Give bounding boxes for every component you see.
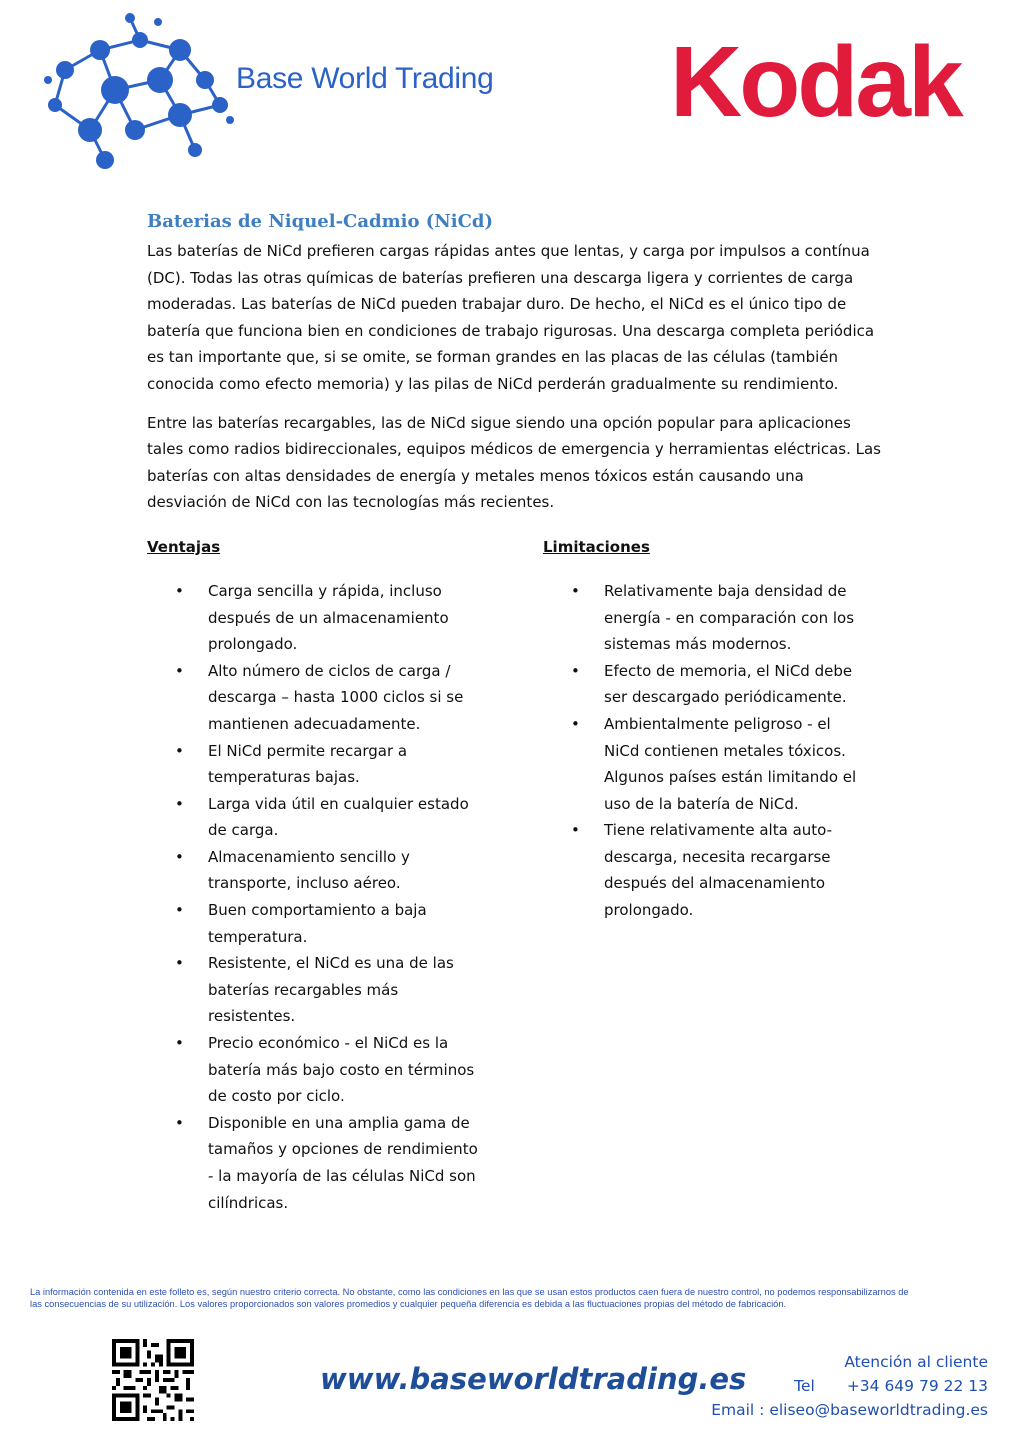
- list-item: [543, 711, 864, 817]
- list-item-text: Almacenamiento sencillo y transporte, incluso aéreo.: [208, 847, 410, 893]
- list-item-text: Precio económico - el NiCd es la batería más bajo costo en términos de costo por ciclo.: [208, 1034, 475, 1106]
- disclaimer-line: las consecuencias de su utilización. Los valores proporcionados son valores promedios y cualquier pequeña diferencia es debida a las fluctuaciones propias del método de fabricación.: [30, 1299, 787, 1309]
- contact-title: Atención al cliente: [844, 1353, 988, 1371]
- bullet-icon: •: [571, 714, 580, 733]
- company-logo: [30, 10, 260, 190]
- list-item-text: Relativamente baja densidad de energía - en comparación con los sistemas más modernos.: [604, 581, 855, 654]
- list-item-text: Ambientalmente peligroso - el NiCd contienen metales tóxicos. Algunos países están limitando el uso de la batería de NiCd.: [604, 714, 857, 813]
- article-title: Baterias de Niquel-Cadmio (NiCd): [147, 211, 494, 232]
- article: [147, 208, 882, 1216]
- bullet-icon: •: [571, 661, 580, 680]
- bullet-icon: •: [175, 901, 184, 920]
- disclaimer-line: La información contenida en este folleto es, según nuestro criterio correcta. No obstante, como las condiciones en las que se usan estos productos caen fuera de nuestro control, no podemos responsabilizarnos de: [30, 1287, 909, 1297]
- website-link[interactable]: www.baseworldtrading.es: [320, 1362, 747, 1396]
- bullet-icon: •: [175, 954, 184, 973]
- disclaimer: [30, 1286, 1010, 1310]
- bullet-icon: •: [175, 794, 184, 813]
- list-item: [147, 950, 482, 1030]
- limitations-heading: Limitaciones: [543, 537, 650, 556]
- bullet-icon: •: [175, 741, 184, 760]
- list-item: [147, 738, 482, 791]
- bullet-icon: •: [175, 1034, 184, 1053]
- bullet-icon: •: [571, 581, 580, 600]
- phone-number[interactable]: +34 649 79 22 13: [846, 1377, 988, 1395]
- advantages-column: [147, 534, 543, 1216]
- list-item-text: Disponible en una amplia gama de tamaños y opciones de rendimiento - la mayoría de las células NiCd son cilíndricas.: [208, 1113, 478, 1212]
- list-item: [147, 1110, 482, 1216]
- bullet-icon: •: [175, 581, 184, 600]
- list-item-text: Resistente, el NiCd es una de las baterías recargables más resistentes.: [208, 954, 454, 1026]
- phone-line: [711, 1374, 988, 1398]
- list-item: [147, 791, 482, 844]
- email-line: [711, 1398, 988, 1422]
- email-address[interactable]: eliseo@baseworldtrading.es: [769, 1401, 988, 1419]
- list-item-text: El NiCd permite recargar a temperaturas bajas.: [208, 741, 408, 787]
- list-item: [543, 817, 864, 923]
- paragraph: Las baterías de NiCd prefieren cargas rápidas antes que lentas, y carga por impulsos a contínua (DC). Todas las otras químicas de baterías prefieren una descarga ligera y corrientes de carga moderadas. Las baterías de NiCd pueden trabajar duro. De hecho, el NiCd es el único tipo de batería que funciona bien en condiciones de trabajo rigurosas. Una descarga completa periódica es tan importante que, si se omite, se forman grandes en las placas de las células (también conocida como efecto memoria) y las pilas de NiCd perderán gradualmente su rendimiento.: [147, 242, 875, 393]
- list-item: [147, 578, 482, 658]
- email-label: Email :: [711, 1401, 765, 1419]
- pros-cons-columns: [147, 534, 882, 1216]
- qr-code-icon: [112, 1339, 194, 1421]
- contact-info: [711, 1350, 988, 1422]
- advantages-heading: Ventajas: [147, 537, 221, 556]
- list-item: [543, 578, 864, 658]
- bullet-icon: •: [571, 821, 580, 840]
- company-name: Base World Trading: [236, 62, 494, 95]
- brand-logo: Kodak: [670, 26, 961, 138]
- list-item-text: Carga sencilla y rápida, incluso después de un almacenamiento prolongado.: [208, 581, 449, 654]
- list-item-text: Alto número de ciclos de carga / descarga – hasta 1000 ciclos si se mantienen adecuadamente.: [208, 661, 464, 733]
- list-item-text: Larga vida útil en cualquier estado de carga.: [208, 794, 469, 840]
- bullet-icon: •: [175, 847, 184, 866]
- list-item: [147, 844, 482, 897]
- paragraph: Entre las baterías recargables, las de NiCd sigue siendo una opción popular para aplicaciones tales como radios bidireccionales, equipos médicos de emergencia y herramientas eléctricas. Las baterías con altas densidades de energía y metales menos tóxicos están causando una desviación de NiCd con las tecnologías más recientes.: [147, 413, 881, 512]
- list-item: [543, 658, 864, 711]
- advantages-list: [147, 578, 543, 1216]
- list-item-text: Tiene relativamente alta auto-descarga, necesita recargarse después del almacenamiento prolongado.: [604, 821, 833, 920]
- limitations-list: [543, 578, 873, 924]
- limitations-column: [543, 534, 873, 1216]
- bullet-icon: •: [175, 1113, 184, 1132]
- list-item-text: Buen comportamiento a baja temperatura.: [208, 901, 427, 946]
- list-item: [147, 658, 482, 738]
- list-item: [147, 1030, 482, 1110]
- list-item: [147, 897, 482, 950]
- phone-label: Tel: [794, 1377, 815, 1395]
- bullet-icon: •: [175, 661, 184, 680]
- list-item-text: Efecto de memoria, el NiCd debe ser descargado periódicamente.: [604, 661, 853, 707]
- molecule-icon: [30, 10, 260, 190]
